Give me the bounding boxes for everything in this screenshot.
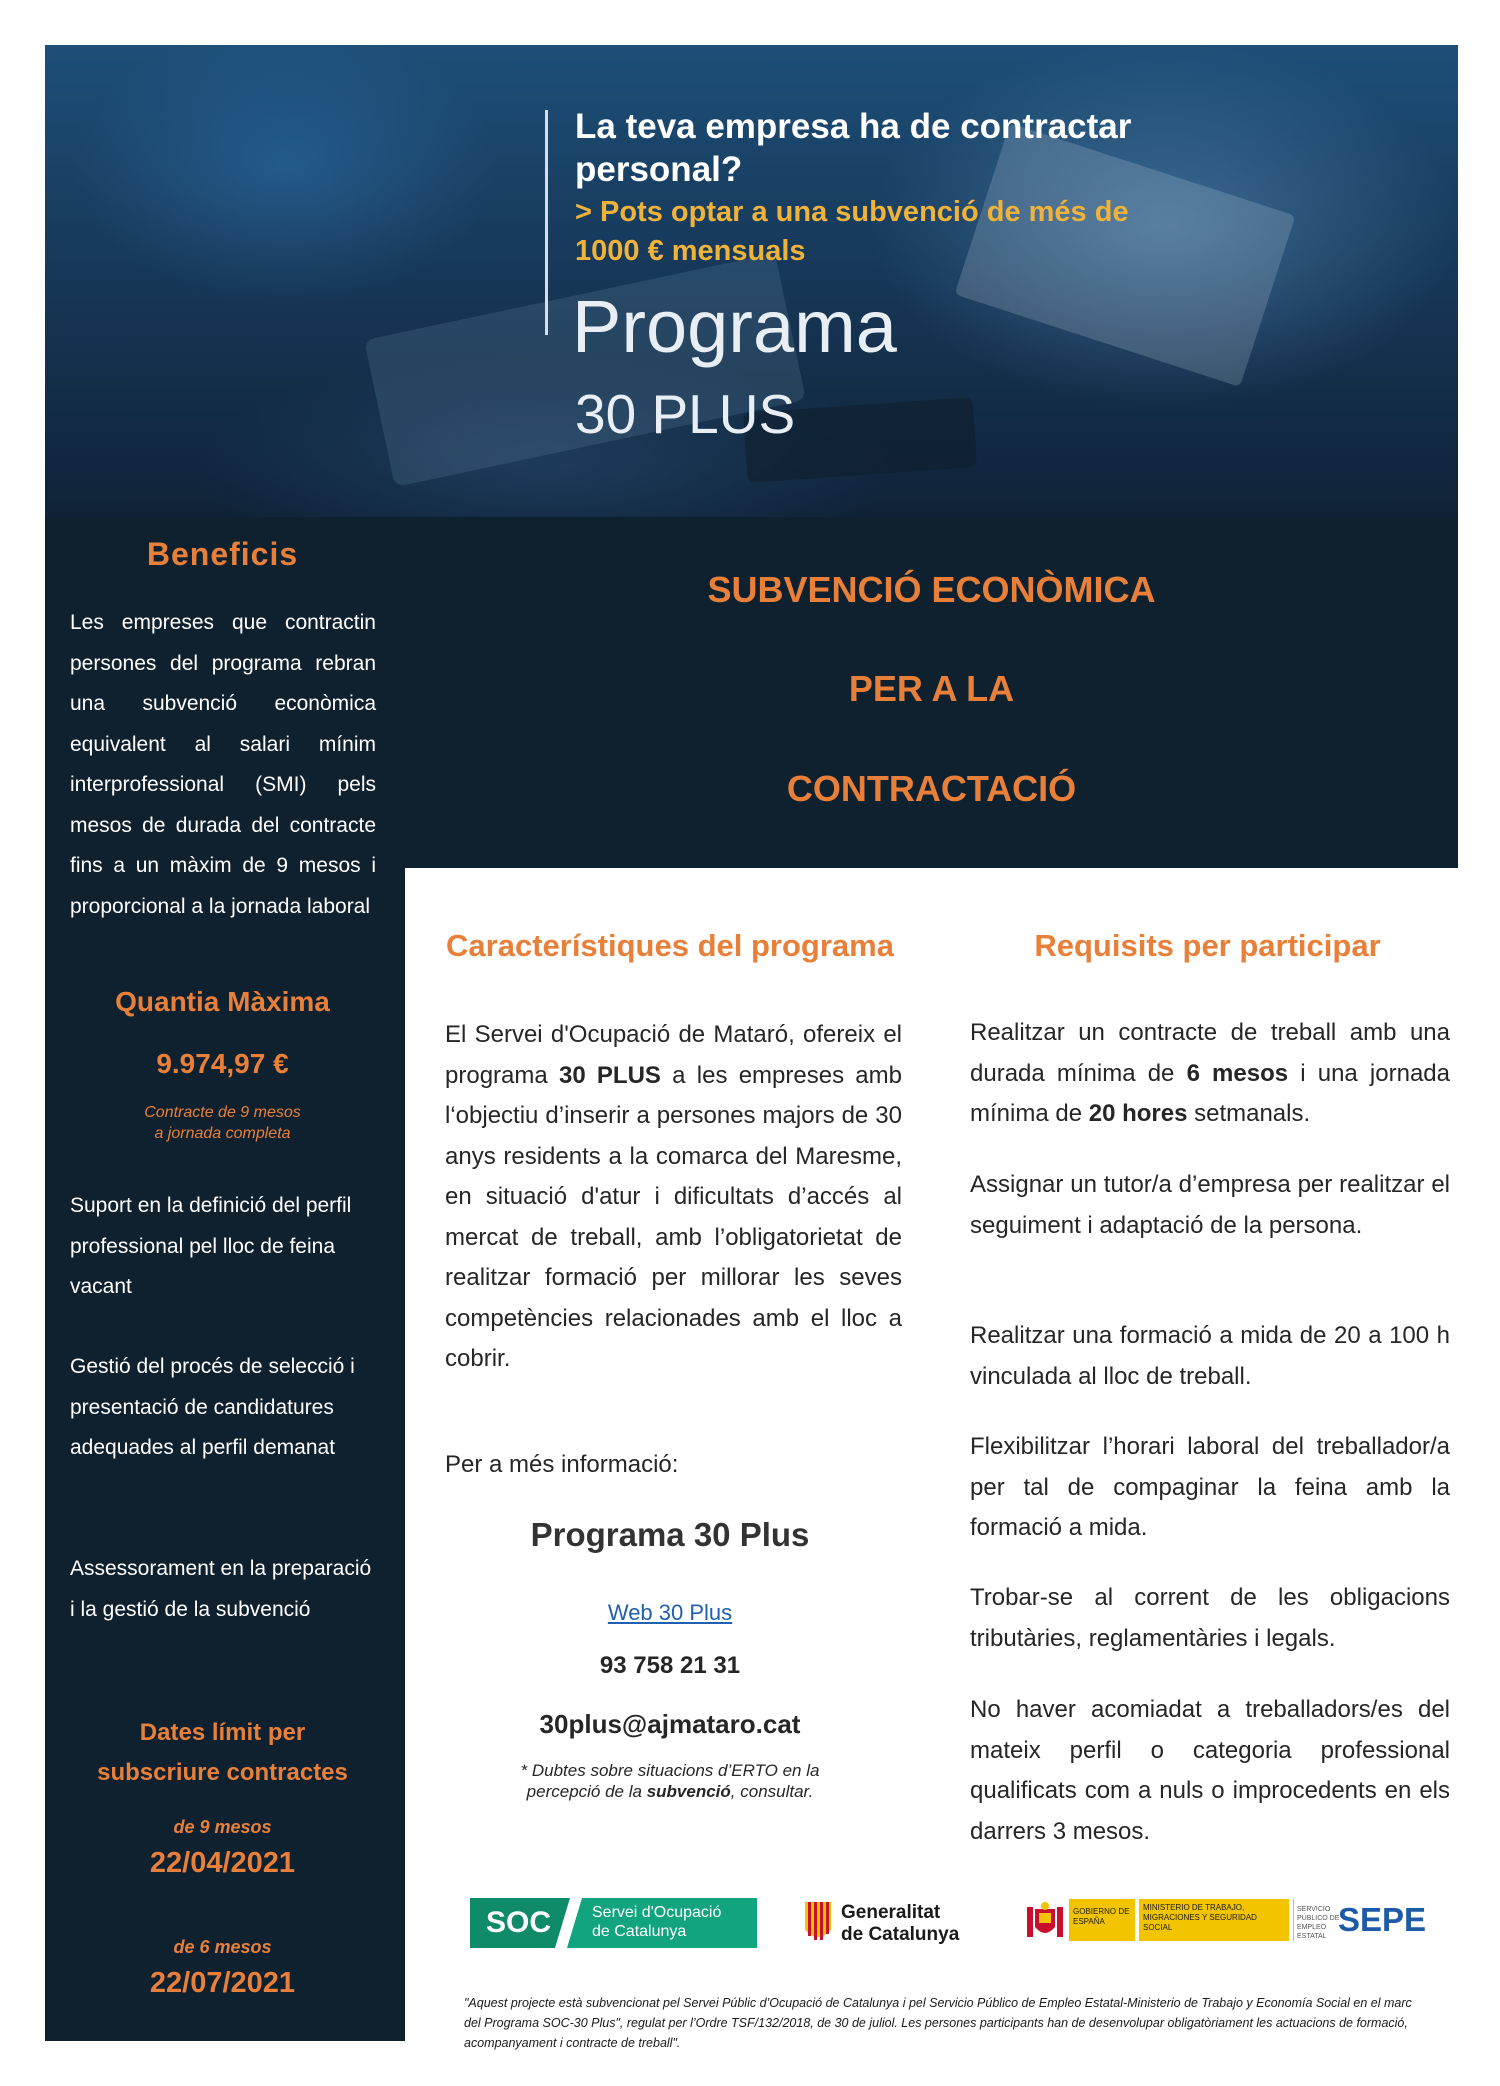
hero-program-word: Programa <box>572 285 897 368</box>
catalan-flag-icon <box>805 1902 831 1944</box>
support-item: Gestió del procés de selecció i presentació de candidatures adequades al perfil demanat <box>70 1355 355 1459</box>
requirement-item: Trobar-se al corrent de les obligacions tributàries, reglamentàries i legals. <box>970 1584 1450 1652</box>
gobierno-text: GOBIERNO DE ESPAÑA <box>1073 1907 1130 1926</box>
requirements-title: Requisits per participar <box>1034 928 1381 963</box>
contact-phone: 93 758 21 31 <box>599 1652 741 1679</box>
soc-logo-name: Servei d'Ocupació <box>592 1904 722 1921</box>
soc-logo-name: de Catalunya <box>592 1923 687 1940</box>
deadline-label: de 6 mesos <box>173 1937 272 1957</box>
requirement-item: Realitzar un contracte de treball amb una durada mínima de 6 mesos i una jornada mínima de 20 hores setmanals. <box>970 1019 1450 1127</box>
more-info-label: Per a més informació: <box>445 1451 679 1478</box>
banner-line: PER A LA <box>848 668 1015 709</box>
requirement-item: Assignar un tutor/a d’empresa per realitzar el seguiment i adaptació de la persona. <box>970 1171 1450 1239</box>
contact-email: 30plus@ajmataro.cat <box>539 1709 801 1739</box>
web-30plus-link[interactable]: Web 30 Plus <box>607 1600 733 1625</box>
spain-coat-of-arms-icon <box>1025 1901 1065 1941</box>
hero-program-name: 30 PLUS <box>575 383 796 445</box>
program-title: Programa 30 Plus <box>530 1516 810 1553</box>
hero-divider <box>545 110 548 335</box>
max-amount-title: Quantia Màxima <box>115 986 330 1017</box>
sepe-logo: SEPE <box>1338 1901 1427 1938</box>
support-item: Assessorament en la preparació i la gestió de la subvenció <box>70 1557 372 1621</box>
ministerio-logo <box>1025 1895 1340 1947</box>
soc-logo <box>470 1898 757 1948</box>
soc-logo-text: SOC <box>486 1906 552 1939</box>
deadlines-title: subscriure contractes <box>97 1759 348 1786</box>
features-paragraph: El Servei d'Ocupació de Mataró, ofereix el programa 30 PLUS a les empreses amb l‘objectiu d’inserir a persones majors de 30 anys residents a la comarca del Maresme, en situació d'atur i dificultats d’accés al mercat de treball, amb l’obligatorietat de realitzar formació per millorar les seves competències relacionades amb el lloc a cobrir. <box>445 1021 902 1372</box>
erto-note: * Dubtes sobre situacions d’ERTO en la percepció de la subvenció, consultar. <box>520 1761 820 1801</box>
deadline-date: 22/04/2021 <box>149 1847 296 1879</box>
benefits-title: Beneficis <box>146 536 299 572</box>
requirement-item: Realitzar una formació a mida de 20 a 100 h vinculada al lloc de treball. <box>970 1322 1450 1390</box>
max-amount-value: 9.974,97 € <box>156 1048 289 1079</box>
generalitat-logo-text: Generalitat <box>841 1902 941 1923</box>
servicio-text: SERVICIO PÚBLICO DE EMPLEO ESTATAL <box>1297 1906 1340 1940</box>
requirement-item: Flexibilitzar l’horari laboral del treballador/a per tal de compaginar la feina amb la formació a mida. <box>970 1433 1450 1541</box>
funding-note: "Aquest projecte està subvencionat pel Servei Públic d’Ocupació de Catalunya i pel Servicio Público de Empleo Estatal-Ministerio de Trabajo y Economía Social en el marc del Programa SOC-30 Plus", regulat per l’Ordre TSF/132/2018, de 30 de juliol. Les persones participants han de desenvolupar obligatòriament les actuacions de formació, acompanyament i contracte de treball". <box>464 1996 1412 2050</box>
banner-line: SUBVENCIÓ ECONÒMICA <box>707 569 1156 610</box>
generalitat-logo-text: de Catalunya <box>841 1924 960 1945</box>
banner-line: CONTRACTACIÓ <box>786 768 1077 809</box>
max-amount-note: a jornada completa <box>154 1125 291 1142</box>
hero-banner <box>45 45 1458 517</box>
hero-subsidy-text: > Pots optar a una subvenció de més de 1000 € mensuals <box>575 196 1129 267</box>
deadline-label: de 9 mesos <box>173 1817 272 1837</box>
generalitat-logo <box>805 1900 1005 1948</box>
requirement-item: No haver acomiadat a treballadors/es del mateix perfil o categoria professional qualificats com a nuls o improcedents en els darrers 3 mesos. <box>970 1696 1450 1845</box>
benefits-text: Les empreses que contractin persones del programa rebran una subvenció econòmica equivalent al salari mínim interprofessional (SMI) pels mesos de durada del contracte fins a un màxim de 9 mesos i proporcional a la jornada laboral <box>70 611 376 918</box>
deadline-date: 22/07/2021 <box>149 1967 296 1999</box>
features-title: Característiques del programa <box>446 928 894 963</box>
support-item: Suport en la definició del perfil professional pel lloc de feina vacant <box>70 1194 352 1298</box>
max-amount-note: Contracte de 9 mesos <box>144 1104 301 1121</box>
deadlines-title: Dates límit per <box>139 1719 306 1746</box>
ministerio-text: MINISTERIO DE TRABAJO, MIGRACIONES Y SEGURIDAD SOCIAL <box>1143 1903 1257 1932</box>
hero-question: La teva empresa ha de contractar personal? <box>575 107 1132 189</box>
